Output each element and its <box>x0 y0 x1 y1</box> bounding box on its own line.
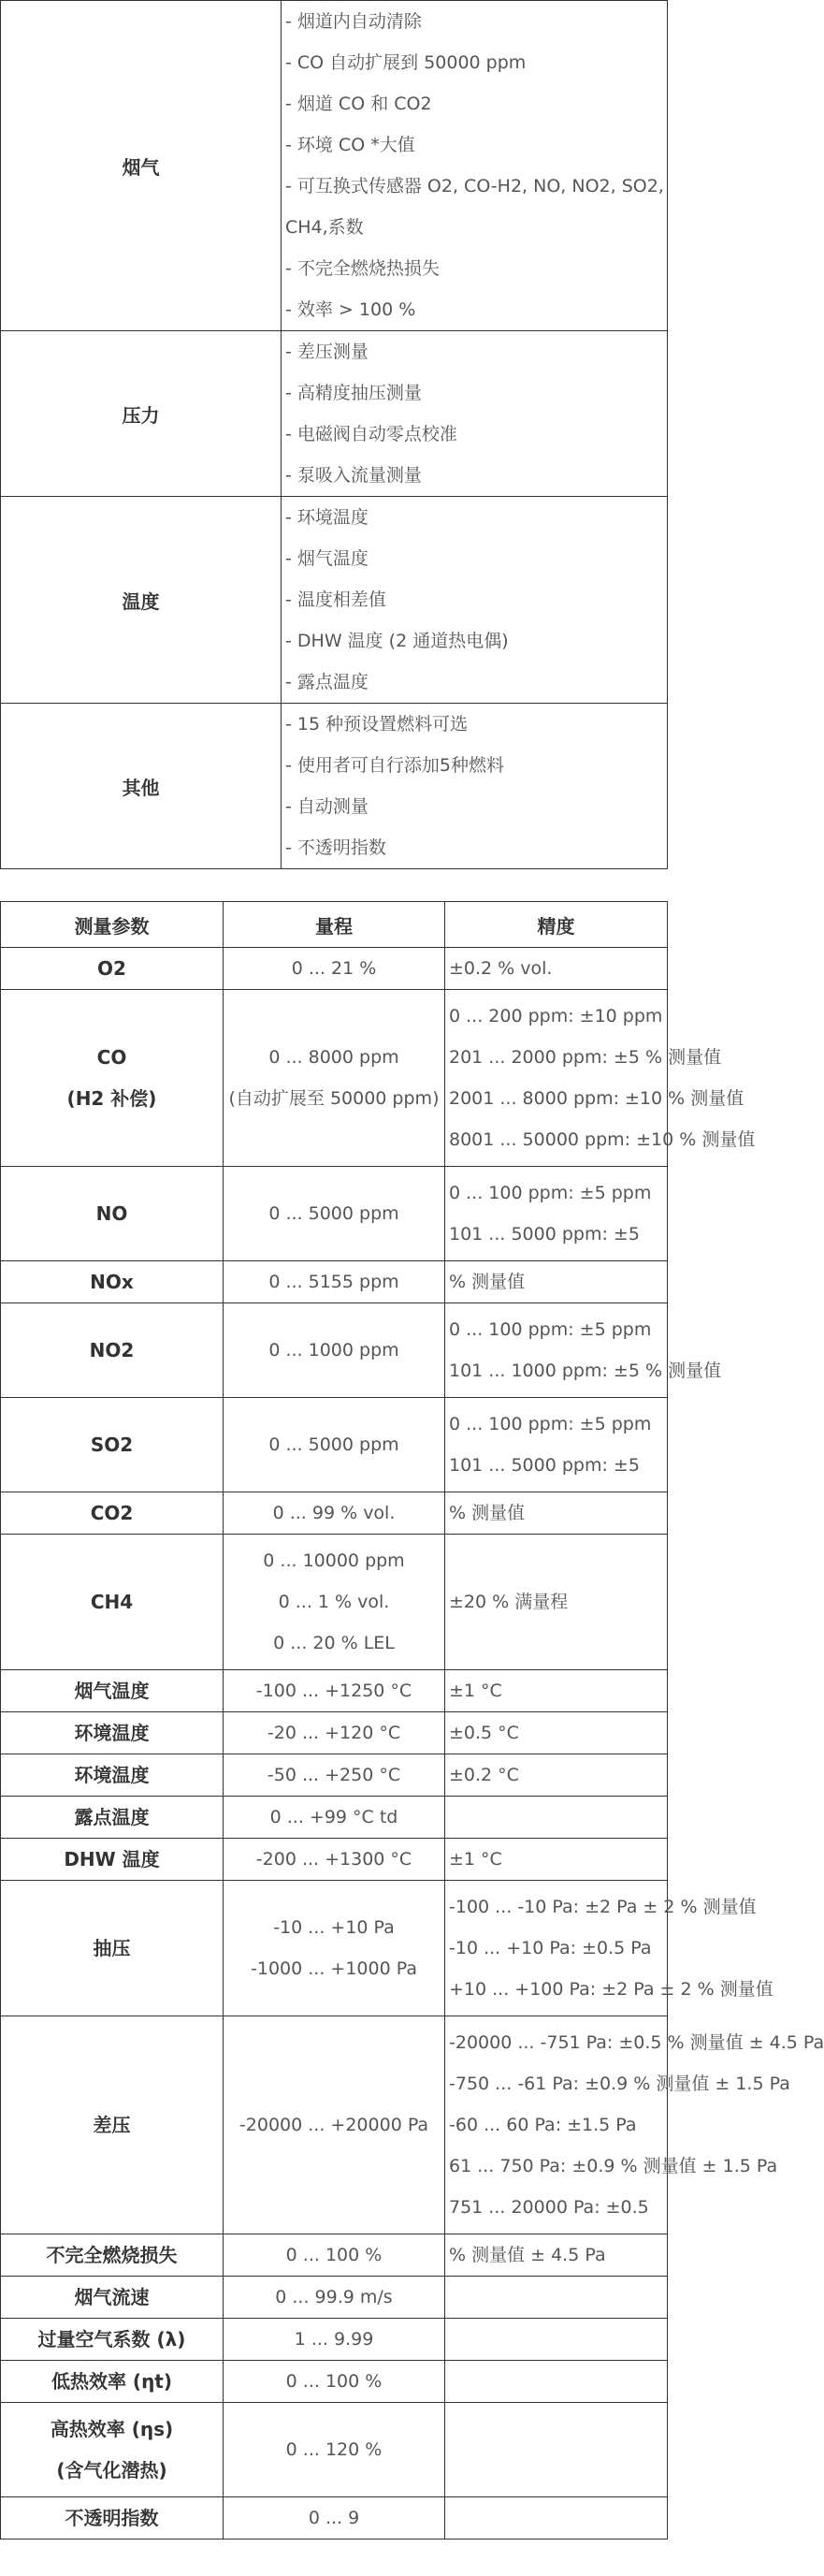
spec-accuracy <box>445 948 668 990</box>
spec-range-line: 0 ... 1 % vol. <box>278 1592 390 1612</box>
spec-accuracy-line: ±20 % 满量程 <box>449 1592 569 1612</box>
spec-accuracy-line: ±0.2 % vol. <box>449 958 553 979</box>
feature-item: - 使用者可自行添加5种燃料 <box>285 755 504 776</box>
spec-accuracy-line: 0 ... 100 ppm: ±5 ppm <box>449 1183 652 1203</box>
spec-param <box>1 1839 224 1881</box>
feature-group-row <box>1 704 668 869</box>
spec-accuracy-line <box>449 2277 667 2318</box>
spec-param-line: SO2 <box>90 1434 134 1456</box>
spec-range-line: 0 ... 100 % <box>285 2245 383 2265</box>
header-accuracy: 精度 <box>445 902 668 948</box>
spec-range <box>224 948 445 990</box>
feature-list <box>282 497 668 704</box>
feature-category: 烟气 <box>1 1 282 331</box>
spec-range-line: -200 ... +1300 °C <box>255 1849 412 1870</box>
spec-row <box>1 2234 668 2277</box>
spec-accuracy-line: % 测量值 <box>449 1272 526 1292</box>
spec-range <box>224 2016 445 2234</box>
spec-param <box>1 1261 224 1303</box>
spec-range-line: -100 ... +1250 °C <box>255 1681 412 1701</box>
spec-accuracy-line: 101 ... 5000 ppm: ±5 <box>449 1224 640 1244</box>
spec-row <box>1 1167 668 1261</box>
spec-accuracy-line <box>449 2429 667 2470</box>
spec-param-line: 环境温度 <box>74 1722 150 1744</box>
spec-param <box>1 2497 224 2540</box>
spec-accuracy <box>445 1839 668 1881</box>
spec-range-line: 0 ... 120 % <box>285 2439 383 2460</box>
spec-param-line: CO <box>96 1046 127 1069</box>
spec-accuracy-line: 0 ... 100 ppm: ±5 ppm <box>449 1414 652 1434</box>
feature-item: - 不完全燃烧热损失 <box>285 258 440 279</box>
spec-row <box>1 1398 668 1492</box>
spec-range <box>224 1303 445 1398</box>
spec-row <box>1 1261 668 1303</box>
spec-accuracy <box>445 2319 668 2361</box>
spec-range-line: 0 ... 5000 ppm <box>268 1434 399 1455</box>
spec-accuracy <box>445 1303 722 1398</box>
feature-item: - 效率 > 100 % <box>285 299 416 320</box>
feature-list <box>282 1 668 331</box>
feature-group-row <box>1 331 668 497</box>
spec-param <box>1 1712 224 1754</box>
spec-accuracy-line <box>449 1797 667 1838</box>
spec-range <box>224 1398 445 1492</box>
spec-accuracy-line: ±0.5 °C <box>449 1723 519 1743</box>
spec-range <box>224 1670 445 1712</box>
feature-item: - 温度相差值 <box>285 589 386 610</box>
spec-range <box>224 1754 445 1797</box>
spec-header-row <box>1 902 668 948</box>
spec-accuracy-line: 0 ... 100 ppm: ±5 ppm <box>449 1319 652 1340</box>
spec-range <box>224 2277 445 2319</box>
spec-param <box>1 2016 224 2234</box>
spec-range <box>224 1261 445 1303</box>
feature-item: - 露点温度 <box>285 672 369 692</box>
spec-param-line: 环境温度 <box>74 1764 150 1786</box>
spec-param <box>1 1754 224 1797</box>
spec-range-line: 0 ... 1000 ppm <box>268 1340 399 1361</box>
feature-item: - 可互换式传感器 O2, CO-H2, NO, NO2, SO2, CH4,系数 <box>285 176 664 238</box>
spec-param-line: 差压 <box>93 2114 131 2136</box>
spec-accuracy <box>445 1754 668 1797</box>
spec-range <box>224 2234 445 2277</box>
spec-accuracy <box>445 2361 668 2403</box>
spec-range <box>224 1839 445 1881</box>
spec-accuracy <box>445 1492 668 1535</box>
spec-row <box>1 990 668 1167</box>
spec-range-line: -20 ... +120 °C <box>267 1723 401 1743</box>
spec-accuracy-line: 61 ... 750 Pa: ±0.9 % 测量值 ± 1.5 Pa <box>449 2156 778 2176</box>
spec-param-line: NO <box>95 1202 128 1225</box>
spec-param-line: 抽压 <box>93 1937 131 1959</box>
spec-range-line: -10 ... +10 Pa <box>273 1917 395 1938</box>
spec-accuracy-line: 751 ... 20000 Pa: ±0.5 <box>449 2197 649 2218</box>
spec-param-line: 露点温度 <box>74 1806 150 1828</box>
spec-row <box>1 1492 668 1535</box>
spec-accuracy-line: 0 ... 200 ppm: ±10 ppm <box>449 1006 663 1026</box>
spec-range-line: 0 ... +99 °C td <box>269 1807 398 1827</box>
spec-param <box>1 1535 224 1670</box>
feature-item: - 电磁阀自动零点校准 <box>285 424 457 444</box>
spec-accuracy-line: 8001 ... 50000 ppm: ±10 % 测量值 <box>449 1129 756 1150</box>
spec-accuracy-line <box>449 2361 667 2402</box>
spec-accuracy-line: +10 ... +100 Pa: ±2 Pa ± 2 % 测量值 <box>449 1979 773 2000</box>
header-range: 量程 <box>224 902 445 948</box>
spec-range <box>224 990 445 1167</box>
feature-category: 其他 <box>1 704 282 869</box>
spec-param <box>1 948 224 990</box>
spec-range-line: 0 ... 20 % LEL <box>273 1633 395 1653</box>
spec-row <box>1 1797 668 1839</box>
spec-accuracy <box>445 2234 668 2277</box>
spec-range <box>224 1881 445 2016</box>
spec-accuracy-line: -750 ... -61 Pa: ±0.9 % 测量值 ± 1.5 Pa <box>449 2074 790 2094</box>
spec-param-line: 过量空气系数 (λ) <box>37 2328 186 2350</box>
spec-row <box>1 1712 668 1754</box>
spec-param-line: 烟气温度 <box>74 1680 150 1702</box>
spec-range <box>224 2319 445 2361</box>
spec-accuracy-line: ±1 °C <box>449 1849 502 1870</box>
spec-param <box>1 1492 224 1535</box>
spec-range-line: -50 ... +250 °C <box>267 1765 401 1785</box>
spec-accuracy-line: % 测量值 <box>449 1503 526 1523</box>
spec-row <box>1 2016 668 2234</box>
spec-accuracy <box>445 1712 668 1754</box>
spec-param-line: 低热效率 (ηt) <box>51 2370 173 2393</box>
spec-row <box>1 2361 668 2403</box>
spec-range <box>224 2361 445 2403</box>
spec-param-line: CH4 <box>90 1591 134 1613</box>
spec-param-line: 不完全燃烧损失 <box>46 2244 178 2266</box>
spec-param-line: (含气化潜热) <box>56 2459 167 2481</box>
spec-param-line: NO2 <box>89 1339 135 1361</box>
spec-param <box>1 1797 224 1839</box>
spec-param-line: (H2 补偿) <box>66 1087 157 1110</box>
spec-table <box>0 901 824 2540</box>
spec-param <box>1 2277 224 2319</box>
spec-accuracy-line <box>449 2497 667 2539</box>
spec-param-line: 烟气流速 <box>74 2286 150 2308</box>
spec-accuracy-line: -100 ... -10 Pa: ±2 Pa ± 2 % 测量值 <box>449 1897 757 1917</box>
spec-accuracy-line: -10 ... +10 Pa: ±0.5 Pa <box>449 1938 652 1958</box>
spec-param <box>1 1167 224 1261</box>
feature-table <box>0 0 668 869</box>
spec-accuracy-line: ±0.2 °C <box>449 1765 519 1785</box>
feature-item: - CO 自动扩展到 50000 ppm <box>285 52 527 73</box>
spec-range <box>224 1492 445 1535</box>
feature-item: - 烟气温度 <box>285 548 369 569</box>
spec-row <box>1 2497 668 2540</box>
spec-row <box>1 1670 668 1712</box>
spec-range-line: 0 ... 10000 ppm <box>263 1550 405 1571</box>
feature-group-row <box>1 497 668 704</box>
spec-param <box>1 1670 224 1712</box>
spec-param-line: DHW 温度 <box>64 1848 160 1870</box>
feature-group-row <box>1 1 668 331</box>
feature-item: - 差压测量 <box>285 342 369 362</box>
spec-accuracy <box>445 1797 668 1839</box>
spec-param-line: CO2 <box>90 1502 134 1524</box>
spec-range-line: 0 ... 99.9 m/s <box>275 2287 393 2307</box>
spec-range <box>224 1167 445 1261</box>
spec-row <box>1 2319 668 2361</box>
spec-accuracy-line: -60 ... 60 Pa: ±1.5 Pa <box>449 2115 637 2135</box>
spec-param <box>1 2361 224 2403</box>
spec-range-line: 0 ... 99 % vol. <box>272 1503 396 1523</box>
spec-accuracy <box>445 990 756 1167</box>
feature-category: 温度 <box>1 497 282 704</box>
spec-param-line: NOx <box>90 1271 134 1293</box>
spec-accuracy-line: 101 ... 1000 ppm: ±5 % 测量值 <box>449 1361 722 1381</box>
header-param: 测量参数 <box>1 902 224 948</box>
spec-range-line: 0 ... 9 <box>308 2508 360 2528</box>
feature-item: - DHW 温度 (2 通道热电偶) <box>285 631 509 651</box>
spec-row <box>1 2277 668 2319</box>
spec-accuracy <box>445 2016 824 2234</box>
spec-range <box>224 1712 445 1754</box>
spec-param-line: O2 <box>97 957 126 980</box>
spec-range-line: 0 ... 21 % <box>291 958 377 979</box>
feature-item: - 泵吸入流量测量 <box>285 465 422 486</box>
spec-row <box>1 1839 668 1881</box>
spec-range-line: 1 ... 9.99 <box>294 2329 374 2350</box>
spec-accuracy-line: ±1 °C <box>449 1681 502 1701</box>
feature-item: - 环境温度 <box>285 507 369 528</box>
spec-accuracy <box>445 1535 668 1670</box>
spec-accuracy-line: % 测量值 ± 4.5 Pa <box>449 2245 606 2265</box>
spec-param <box>1 990 224 1167</box>
spec-row <box>1 1303 668 1398</box>
spec-range <box>224 2403 445 2497</box>
feature-item: - 烟道 CO 和 CO2 <box>285 94 432 114</box>
spec-accuracy-line: 2001 ... 8000 ppm: ±10 % 测量值 <box>449 1088 744 1109</box>
spec-accuracy <box>445 1881 773 2016</box>
feature-item: - 15 种预设置燃料可选 <box>285 714 469 735</box>
spec-accuracy <box>445 1167 668 1261</box>
spec-accuracy <box>445 2403 668 2497</box>
spec-row <box>1 1754 668 1797</box>
spec-row <box>1 1535 668 1670</box>
spec-accuracy-line: 201 ... 2000 ppm: ±5 % 测量值 <box>449 1047 722 1068</box>
feature-list <box>282 331 668 497</box>
feature-item: - 高精度抽压测量 <box>285 383 422 403</box>
spec-accuracy <box>445 1398 668 1492</box>
spec-param <box>1 1398 224 1492</box>
feature-category: 压力 <box>1 331 282 497</box>
spec-range-line: 0 ... 8000 ppm <box>268 1047 399 1068</box>
spec-param <box>1 1303 224 1398</box>
feature-item: - 环境 CO *大值 <box>285 135 415 155</box>
spec-range-line: (自动扩展至 50000 ppm) <box>228 1088 440 1109</box>
spec-accuracy <box>445 1670 668 1712</box>
spec-row <box>1 948 668 990</box>
feature-item: - 不透明指数 <box>285 837 386 858</box>
spec-range-line: 0 ... 100 % <box>285 2371 383 2392</box>
spec-row <box>1 2403 668 2497</box>
spec-accuracy <box>445 2497 668 2540</box>
feature-list <box>282 704 668 869</box>
spec-param-line: 不透明指数 <box>65 2507 159 2529</box>
spec-range <box>224 1797 445 1839</box>
spec-range-line: 0 ... 5000 ppm <box>268 1203 399 1224</box>
spec-range-line: 0 ... 5155 ppm <box>268 1272 399 1292</box>
feature-item: - 自动测量 <box>285 796 369 817</box>
feature-item: - 烟道内自动清除 <box>285 11 422 32</box>
spec-accuracy <box>445 2277 668 2319</box>
spec-accuracy-line: -20000 ... -751 Pa: ±0.5 % 测量值 ± 4.5 Pa <box>449 2032 824 2053</box>
spec-param <box>1 1881 224 2016</box>
spec-param-line: 高热效率 (ηs) <box>50 2418 174 2440</box>
spec-param <box>1 2234 224 2277</box>
spec-range <box>224 2497 445 2540</box>
spec-row <box>1 1881 668 2016</box>
spec-range-line: -1000 ... +1000 Pa <box>251 1958 417 1979</box>
spec-accuracy-line <box>449 2319 667 2360</box>
spec-param <box>1 2403 224 2497</box>
spec-param <box>1 2319 224 2361</box>
spec-range <box>224 1535 445 1670</box>
spec-range-line: -20000 ... +20000 Pa <box>239 2115 429 2135</box>
spec-accuracy-line: 101 ... 5000 ppm: ±5 <box>449 1455 640 1476</box>
spec-accuracy <box>445 1261 668 1303</box>
